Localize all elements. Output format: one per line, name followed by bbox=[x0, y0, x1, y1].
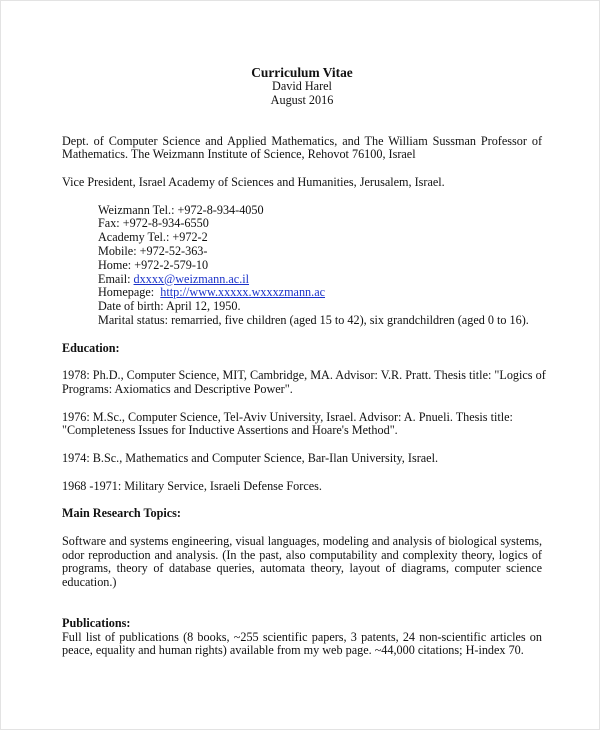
military-service: 1968 -1971: Military Service, Israeli Defense Forces. bbox=[62, 478, 322, 493]
research-paragraph bbox=[62, 535, 542, 590]
cv-date: August 2016 bbox=[270, 92, 334, 107]
affiliation-paragraph bbox=[62, 135, 542, 163]
mobile: Mobile: +972-52-363- bbox=[98, 243, 208, 258]
education-heading: Education: bbox=[62, 340, 120, 355]
marital-status: Marital status: remarried, five children (aged 15 to 42), six grandchildren (aged 0 to 16). bbox=[98, 312, 529, 327]
date-of-birth: Date of birth: April 12, 1950. bbox=[98, 299, 241, 314]
homepage-link[interactable]: http://www.xxxxx.wxxxzmann.ac bbox=[160, 285, 326, 300]
vice-president-line: Vice President, Israel Academy of Sciences and Humanities, Jerusalem, Israel. bbox=[62, 174, 445, 189]
author-name: David Harel bbox=[272, 79, 332, 93]
publications-heading: Publications: bbox=[62, 615, 131, 630]
cv-document bbox=[62, 65, 546, 658]
contact-block bbox=[62, 204, 542, 328]
email-row bbox=[98, 273, 542, 287]
homepage-label: Homepage: bbox=[98, 285, 161, 300]
fax: Fax: +972-8-934-6550 bbox=[98, 216, 209, 231]
publications-line-1: Full list of publications (8 books, ~255 scientific papers, 3 patents, 24 non-scientific articles on bbox=[62, 629, 542, 644]
home-phone: Home: +972-2-579-10 bbox=[98, 257, 209, 272]
email-link[interactable]: dxxxx@weizmann.ac.il bbox=[133, 271, 250, 286]
msc-line-2: "Completeness Issues for Inductive Assertions and Hoare's Method". bbox=[62, 423, 398, 438]
research-heading: Main Research Topics: bbox=[62, 506, 181, 521]
research-line-1: Software and systems engineering, visual languages, modeling and analysis of biological systems, bbox=[62, 533, 542, 548]
affiliation-line-2: Mathematics. The Weizmann Institute of Science, Rehovot 76100, Israel bbox=[62, 147, 416, 162]
phd-line-2: Programs: Axiomatics and Descriptive Power". bbox=[62, 381, 293, 396]
publications-line-2: peace, equality and human rights) available from my web page. ~44,000 citations; H-index 70. bbox=[62, 643, 524, 658]
msc-line-1: 1976: M.Sc., Computer Science, Tel-Aviv University, Israel. Advisor: A. Pnueli. Thesis title: bbox=[62, 409, 513, 424]
education-phd bbox=[62, 368, 546, 397]
cv-title: Curriculum Vitae bbox=[251, 65, 353, 80]
weizmann-tel: Weizmann Tel.: +972-8-934-4050 bbox=[98, 202, 264, 217]
education-msc bbox=[62, 411, 542, 439]
homepage-row bbox=[98, 286, 542, 300]
academy-tel: Academy Tel.: +972-2 bbox=[98, 230, 208, 245]
research-line-2: odor reproduction and analysis. (In the past, also computability and complexity theory, logics of bbox=[62, 547, 542, 562]
education-bsc: 1974: B.Sc., Mathematics and Computer Science, Bar-Ilan University, Israel. bbox=[62, 450, 439, 465]
research-line-4: education.) bbox=[62, 575, 117, 590]
publications-paragraph bbox=[62, 631, 542, 659]
phd-line-1: 1978: Ph.D., Computer Science, MIT, Cambridge, MA. Advisor: V.R. Pratt. Thesis title: "Logics of bbox=[62, 368, 546, 383]
research-line-3: programs, theory of database queries, automata theory, layout of diagrams, computer science bbox=[62, 561, 542, 576]
email-label: Email: bbox=[98, 271, 134, 286]
affiliation-line-1: Dept. of Computer Science and Applied Mathematics, and The William Sussman Professor of bbox=[62, 133, 542, 148]
